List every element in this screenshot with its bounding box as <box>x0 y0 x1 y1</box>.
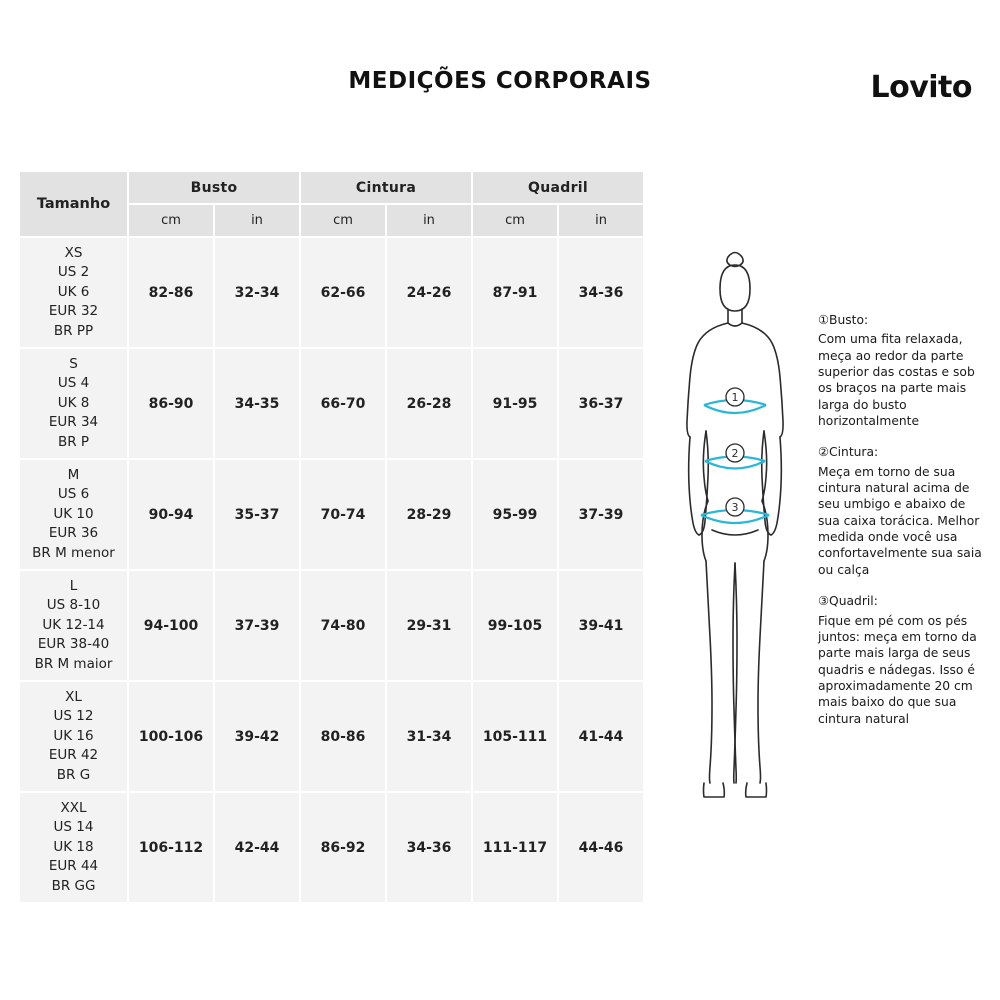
value-cell: 41-44 <box>558 681 644 792</box>
unit-header-bust-in: in <box>214 204 300 237</box>
value-cell: 94-100 <box>128 570 214 681</box>
svg-text:2: 2 <box>731 447 739 460</box>
note-waist <box>818 444 986 578</box>
size-line: US 4 <box>57 375 90 392</box>
value-cell: 70-74 <box>300 459 386 570</box>
size-line: M <box>67 466 80 483</box>
value-cell: 105-111 <box>472 681 558 792</box>
value-cell: 37-39 <box>214 570 300 681</box>
unit-header-waist-cm: cm <box>300 204 386 237</box>
size-cell <box>19 459 128 570</box>
value-cell: 90-94 <box>128 459 214 570</box>
value-cell: 34-36 <box>558 237 644 348</box>
value-cell: 34-35 <box>214 348 300 459</box>
marker-3 <box>726 498 744 516</box>
table-row <box>19 792 644 903</box>
size-line: UK 12-14 <box>42 616 105 633</box>
female-body-diagram <box>660 245 810 815</box>
column-header-waist: Cintura <box>300 171 472 204</box>
size-line: EUR 42 <box>48 747 99 764</box>
size-line: XS <box>64 244 83 261</box>
size-line: UK 8 <box>57 394 90 411</box>
value-cell: 62-66 <box>300 237 386 348</box>
size-line: BR PP <box>53 322 94 339</box>
size-line: EUR 34 <box>48 414 99 431</box>
value-cell: 100-106 <box>128 681 214 792</box>
value-cell: 42-44 <box>214 792 300 903</box>
size-line: EUR 32 <box>48 303 99 320</box>
value-cell: 86-90 <box>128 348 214 459</box>
size-line: L <box>69 577 78 594</box>
measurement-instructions <box>818 312 986 742</box>
value-cell: 24-26 <box>386 237 472 348</box>
size-line: BR GG <box>51 877 96 894</box>
column-header-hip: Quadril <box>472 171 644 204</box>
note-body: Fique em pé com os pés juntos: meça em torno da parte mais larga de seus quadris e nádegas. Isso é aproximadamente 20 cm mais baixo do que sua cintura natural <box>818 613 977 726</box>
value-cell: 29-31 <box>386 570 472 681</box>
table-body <box>19 237 644 903</box>
size-line: S <box>69 355 78 372</box>
value-cell: 95-99 <box>472 459 558 570</box>
size-line: UK 6 <box>57 283 90 300</box>
table-row <box>19 237 644 348</box>
value-cell: 31-34 <box>386 681 472 792</box>
note-hip <box>818 593 986 727</box>
value-cell: 26-28 <box>386 348 472 459</box>
size-line: BR P <box>57 433 90 450</box>
marker-1 <box>726 388 744 406</box>
unit-header-waist-in: in <box>386 204 472 237</box>
brand-logo: Lovito <box>870 70 972 105</box>
note-bust <box>818 312 986 429</box>
page-title: MEDIÇÕES CORPORAIS <box>348 68 652 94</box>
note-body: Meça em torno de sua cintura natural acima de seu umbigo e abaixo de sua caixa torácica. Melhor medida onde você usa confortavelmente sua saia ou calça <box>818 464 982 577</box>
size-line: UK 16 <box>53 727 94 744</box>
size-cell <box>19 348 128 459</box>
size-cell <box>19 681 128 792</box>
svg-text:3: 3 <box>731 501 739 514</box>
unit-header-bust-cm: cm <box>128 204 214 237</box>
size-cell <box>19 792 128 903</box>
size-line: EUR 36 <box>48 525 99 542</box>
size-line: US 12 <box>53 708 94 725</box>
value-cell: 34-36 <box>386 792 472 903</box>
body-figure <box>660 245 810 815</box>
value-cell: 82-86 <box>128 237 214 348</box>
value-cell: 87-91 <box>472 237 558 348</box>
column-header-size: Tamanho <box>19 171 128 237</box>
value-cell: 111-117 <box>472 792 558 903</box>
column-header-bust: Busto <box>128 171 300 204</box>
marker-2 <box>726 444 744 462</box>
size-line: US 6 <box>57 486 90 503</box>
value-cell: 37-39 <box>558 459 644 570</box>
value-cell: 66-70 <box>300 348 386 459</box>
measurements-table <box>18 170 645 904</box>
unit-header-hip-in: in <box>558 204 644 237</box>
note-title: ③Quadril: <box>818 594 878 609</box>
value-cell: 91-95 <box>472 348 558 459</box>
size-line: BR M maior <box>34 655 113 672</box>
measurements-table-wrap <box>18 170 643 904</box>
size-line: BR M menor <box>32 544 115 561</box>
value-cell: 74-80 <box>300 570 386 681</box>
table-row <box>19 348 644 459</box>
value-cell: 39-42 <box>214 681 300 792</box>
value-cell: 44-46 <box>558 792 644 903</box>
value-cell: 36-37 <box>558 348 644 459</box>
value-cell: 32-34 <box>214 237 300 348</box>
size-line: US 14 <box>53 819 94 836</box>
size-cell <box>19 570 128 681</box>
value-cell: 86-92 <box>300 792 386 903</box>
table-row <box>19 570 644 681</box>
size-line: EUR 44 <box>48 858 99 875</box>
size-line: XXL <box>60 799 87 816</box>
value-cell: 28-29 <box>386 459 472 570</box>
note-title: ②Cintura: <box>818 445 879 460</box>
size-line: UK 10 <box>53 505 94 522</box>
table-head <box>19 171 644 237</box>
size-line: XL <box>65 688 82 705</box>
table-header-groups <box>19 171 644 204</box>
value-cell: 39-41 <box>558 570 644 681</box>
size-line: UK 18 <box>53 838 94 855</box>
value-cell: 80-86 <box>300 681 386 792</box>
size-cell <box>19 237 128 348</box>
unit-header-hip-cm: cm <box>472 204 558 237</box>
value-cell: 35-37 <box>214 459 300 570</box>
svg-text:1: 1 <box>731 391 739 404</box>
size-line: US 2 <box>57 264 90 281</box>
table-row <box>19 459 644 570</box>
size-line: EUR 38-40 <box>37 636 110 653</box>
note-title: ①Busto: <box>818 313 869 327</box>
size-line: US 8-10 <box>46 597 101 614</box>
note-body: Com uma fita relaxada, meça ao redor da parte superior das costas e sob os braços na parte mais larga do busto horizontalmente <box>818 332 975 429</box>
value-cell: 99-105 <box>472 570 558 681</box>
size-line: BR G <box>56 766 91 783</box>
table-row <box>19 681 644 792</box>
value-cell: 106-112 <box>128 792 214 903</box>
